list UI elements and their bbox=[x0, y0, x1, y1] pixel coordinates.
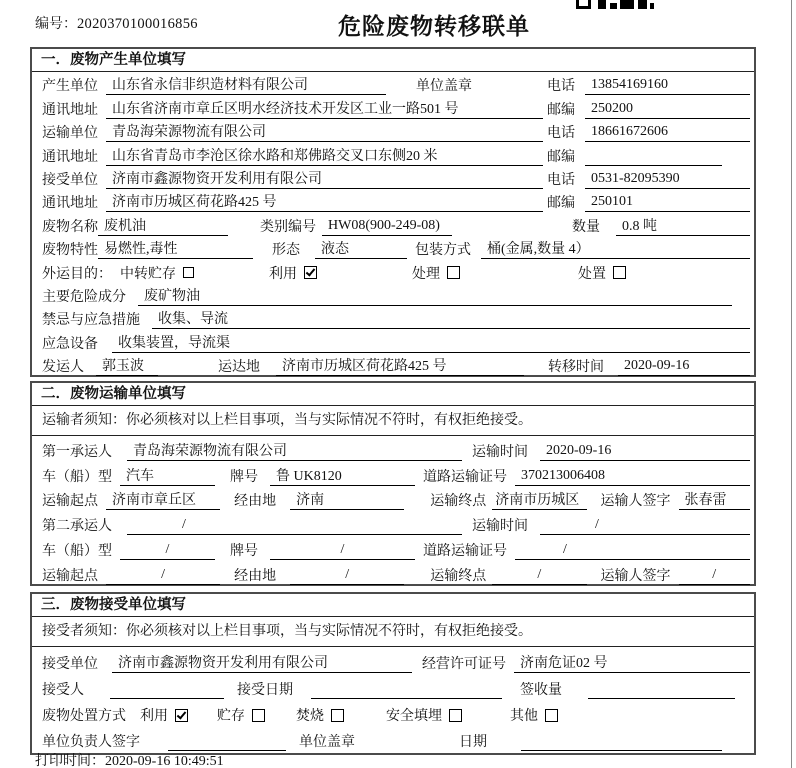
vehicle-type-value: / bbox=[120, 542, 215, 560]
category-value: HW08(900-249-08) bbox=[322, 218, 452, 236]
road-license-value: 370213006408 bbox=[515, 468, 750, 486]
carrier-label: 第二承运人 bbox=[42, 519, 112, 535]
plate-value: / bbox=[270, 542, 415, 560]
characteristics-label: 废物特性 bbox=[42, 243, 98, 259]
form-value: 液态 bbox=[315, 238, 407, 259]
zip-label: 邮编 bbox=[547, 102, 575, 118]
checkbox-icon bbox=[447, 266, 460, 279]
vehicle-row-2 bbox=[42, 535, 750, 560]
shipper-value: 郭玉波 bbox=[96, 355, 158, 376]
plate-label: 牌号 bbox=[230, 469, 258, 485]
disposal-option-landfill bbox=[386, 705, 462, 725]
transporter-address-row bbox=[42, 142, 750, 165]
destination-label: 运达地 bbox=[218, 360, 260, 376]
terminus-label: 运输终点 bbox=[430, 568, 487, 584]
producer-value: 山东省永信非织造材料有限公司 bbox=[106, 74, 386, 95]
zip-value: 250200 bbox=[585, 101, 750, 119]
accept-unit-label: 接受单位 bbox=[42, 657, 98, 672]
accept-unit-row bbox=[42, 647, 750, 673]
terminus-value: 济南市历城区 bbox=[492, 489, 586, 510]
serial-label: 编号： bbox=[35, 17, 77, 32]
first-carrier-row bbox=[42, 436, 750, 461]
road-license-value: / bbox=[515, 542, 750, 560]
origin-label: 运输起点 bbox=[42, 494, 98, 510]
producer-address-row bbox=[42, 95, 750, 118]
producer-label: 产生单位 bbox=[42, 79, 98, 95]
shipper-label: 发运人 bbox=[42, 360, 84, 376]
checkbox-icon bbox=[545, 709, 558, 722]
via-value: / bbox=[290, 567, 404, 585]
plate-value: 鲁 UK8120 bbox=[270, 465, 415, 486]
checkbox-icon bbox=[331, 709, 344, 722]
vehicle-type-label: 车（船）型 bbox=[42, 469, 112, 485]
seal-label: 单位盖章 bbox=[416, 79, 472, 95]
vehicle-type-value: 汽车 bbox=[120, 465, 215, 486]
permit-label: 经营许可证号 bbox=[422, 657, 506, 672]
equipment-value: 收集装置，导流渠 bbox=[112, 332, 750, 353]
via-label: 经由地 bbox=[234, 494, 277, 510]
hazard-component-row bbox=[42, 283, 750, 306]
option-label: 中转贮存 bbox=[120, 266, 176, 282]
terminus-value: / bbox=[492, 567, 586, 585]
via-label: 经由地 bbox=[234, 568, 277, 584]
emergency-measures-row bbox=[42, 306, 750, 329]
road-license-label: 道路运输证号 bbox=[423, 543, 507, 559]
transporter-label: 运输单位 bbox=[42, 126, 98, 142]
disposal-method-row bbox=[42, 699, 750, 725]
purpose-option-treat bbox=[412, 263, 460, 283]
option-label: 焚烧 bbox=[296, 709, 324, 724]
form-label: 形态 bbox=[272, 243, 300, 259]
category-label: 类别编号 bbox=[260, 219, 316, 235]
accept-unit-value: 济南市鑫源物资开发利用有限公司 bbox=[112, 652, 412, 673]
phone-label: 电话 bbox=[547, 79, 575, 95]
second-carrier-row bbox=[42, 510, 750, 535]
quantity-label: 数量 bbox=[572, 219, 600, 235]
zip-value: 250101 bbox=[585, 194, 750, 212]
disposal-option-utilize bbox=[140, 705, 188, 725]
waste-characteristics-row bbox=[42, 236, 750, 259]
permit-value: 济南危证02 号 bbox=[514, 652, 750, 673]
option-label: 处置 bbox=[578, 266, 606, 282]
transport-purpose-row bbox=[42, 259, 750, 282]
section-producer bbox=[30, 47, 756, 377]
checkbox-icon bbox=[252, 709, 265, 722]
print-time bbox=[35, 750, 224, 768]
unit-seal-label: 单位盖章 bbox=[299, 735, 355, 750]
date-label: 日期 bbox=[459, 735, 487, 750]
quantity-value: 0.8 吨 bbox=[616, 215, 750, 236]
checkbox-icon bbox=[183, 267, 194, 278]
option-label: 安全填埋 bbox=[386, 709, 442, 724]
emergency-equipment-row bbox=[42, 329, 750, 352]
section-2-title: 二．废物运输单位填写 bbox=[32, 383, 754, 406]
transporter-signature-value: 张春雷 bbox=[679, 489, 751, 510]
transporter-signature-label: 运输人签字 bbox=[600, 568, 671, 584]
accept-date-label: 接受日期 bbox=[237, 683, 293, 698]
transfer-date-label: 转移时间 bbox=[548, 360, 604, 376]
acceptor-row bbox=[42, 673, 750, 699]
section-receiver bbox=[30, 592, 756, 755]
disposal-label: 废物处置方式 bbox=[42, 709, 126, 724]
route-row-2 bbox=[42, 560, 750, 585]
packing-value: 桶(金属,数量 4） bbox=[481, 238, 750, 259]
plate-label: 牌号 bbox=[230, 543, 258, 559]
transporter-row bbox=[42, 119, 750, 142]
vehicle-row bbox=[42, 461, 750, 486]
purpose-option-dispose bbox=[578, 263, 626, 283]
address-label: 通讯地址 bbox=[42, 102, 98, 118]
section-transporter bbox=[30, 381, 756, 586]
disposal-option-store bbox=[217, 705, 265, 725]
hazard-label: 主要危险成分 bbox=[42, 289, 126, 305]
carrier-value: 青岛海荣源物流有限公司 bbox=[127, 440, 462, 461]
option-label: 处理 bbox=[412, 266, 440, 282]
qr-code-fragment bbox=[576, 0, 656, 9]
accept-date-value bbox=[311, 681, 502, 699]
phone-value: 13854169160 bbox=[585, 77, 750, 95]
waste-name-value: 废机油 bbox=[98, 215, 228, 236]
transporter-notice: 运输者须知：你必须核对以上栏目事项，当与实际情况不符时，有权拒绝接受。 bbox=[32, 406, 754, 436]
vehicle-type-label: 车（船）型 bbox=[42, 543, 112, 559]
phone-label: 电话 bbox=[547, 172, 575, 188]
transporter-signature-value: / bbox=[679, 567, 750, 585]
receiver-address-row bbox=[42, 189, 750, 212]
checkbox-icon bbox=[613, 266, 626, 279]
packing-label: 包装方式 bbox=[415, 243, 471, 259]
date-value bbox=[521, 733, 722, 751]
print-time-label: 打印时间： bbox=[35, 754, 105, 768]
emergency-value: 收集、导流 bbox=[152, 308, 750, 329]
waste-name-row bbox=[42, 212, 750, 235]
address-label: 通讯地址 bbox=[42, 196, 98, 212]
checkbox-checked-icon bbox=[175, 709, 188, 722]
transport-time-label: 运输时间 bbox=[472, 519, 528, 535]
manager-signature-value bbox=[168, 733, 286, 751]
acceptor-label: 接受人 bbox=[42, 683, 84, 698]
disposal-option-other bbox=[510, 705, 558, 725]
hazard-value: 废矿物油 bbox=[138, 285, 732, 306]
origin-value: 济南市章丘区 bbox=[106, 489, 220, 510]
phone-value: 0531-82095390 bbox=[585, 171, 750, 189]
page-edge-line bbox=[791, 0, 792, 768]
destination-value: 济南市历城区荷花路425 号 bbox=[276, 355, 524, 376]
print-time-value: 2020-09-16 10:49:51 bbox=[105, 754, 224, 768]
phone-label: 电话 bbox=[547, 126, 575, 142]
purpose-option-utilize bbox=[269, 263, 317, 283]
zip-value-blank bbox=[585, 148, 722, 166]
transporter-signature-label: 运输人签字 bbox=[600, 494, 671, 510]
manager-signature-label: 单位负责人签字 bbox=[42, 735, 140, 750]
option-label: 其他 bbox=[510, 709, 538, 724]
checkbox-icon bbox=[449, 709, 462, 722]
road-license-label: 道路运输证号 bbox=[423, 469, 507, 485]
equipment-label: 应急设备 bbox=[42, 336, 98, 352]
via-value: 济南 bbox=[290, 489, 404, 510]
received-qty-value bbox=[588, 681, 735, 699]
transport-time-value: / bbox=[540, 517, 750, 535]
shipper-row bbox=[42, 353, 750, 376]
receiver-value: 济南市鑫源物资开发利用有限公司 bbox=[106, 168, 543, 189]
received-qty-label: 签收量 bbox=[520, 683, 562, 698]
carrier-label: 第一承运人 bbox=[42, 444, 112, 460]
transport-time-label: 运输时间 bbox=[472, 444, 528, 460]
purpose-option-storage bbox=[120, 263, 194, 283]
carrier-value: / bbox=[127, 517, 462, 535]
address-value: 山东省济南市章丘区明水经济技术开发区工业一路501 号 bbox=[106, 98, 543, 119]
checkbox-checked-icon bbox=[304, 266, 317, 279]
page-title: 危险废物转移联单 bbox=[338, 14, 530, 39]
disposal-option-incinerate bbox=[296, 705, 344, 725]
origin-value: / bbox=[106, 567, 220, 585]
characteristics-value: 易燃性,毒性 bbox=[98, 238, 253, 259]
receiver-label: 接受单位 bbox=[42, 172, 98, 188]
zip-label: 邮编 bbox=[547, 149, 575, 165]
purpose-label: 外运目的： bbox=[42, 266, 112, 282]
option-label: 贮存 bbox=[217, 709, 245, 724]
section-3-title: 三．废物接受单位填写 bbox=[32, 594, 754, 617]
manager-signature-row bbox=[42, 725, 750, 751]
transport-time-value: 2020-09-16 bbox=[540, 443, 750, 461]
option-label: 利用 bbox=[269, 266, 297, 282]
terminus-label: 运输终点 bbox=[430, 494, 487, 510]
waste-name-label: 废物名称 bbox=[42, 219, 98, 235]
transfer-date-value: 2020-09-16 bbox=[618, 358, 750, 376]
address-value: 山东省青岛市李沧区徐水路和郑佛路交叉口东侧20 米 bbox=[106, 145, 543, 166]
producer-row bbox=[42, 72, 750, 95]
acceptor-value bbox=[110, 681, 224, 699]
address-value: 济南市历城区荷花路425 号 bbox=[106, 191, 543, 212]
serial-value: 2020370100016856 bbox=[77, 16, 198, 32]
address-label: 通讯地址 bbox=[42, 149, 98, 165]
origin-label: 运输起点 bbox=[42, 568, 98, 584]
receiver-row bbox=[42, 166, 750, 189]
receiver-notice: 接受者须知：你必须核对以上栏目事项，当与实际情况不符时，有权拒绝接受。 bbox=[32, 617, 754, 647]
section-1-title: 一．废物产生单位填写 bbox=[32, 49, 754, 72]
zip-label: 邮编 bbox=[547, 196, 575, 212]
route-row bbox=[42, 486, 750, 511]
emergency-label: 禁忌与应急措施 bbox=[42, 313, 140, 329]
transporter-value: 青岛海荣源物流有限公司 bbox=[106, 121, 543, 142]
phone-value: 18661672606 bbox=[585, 124, 750, 142]
option-label: 利用 bbox=[140, 709, 168, 724]
